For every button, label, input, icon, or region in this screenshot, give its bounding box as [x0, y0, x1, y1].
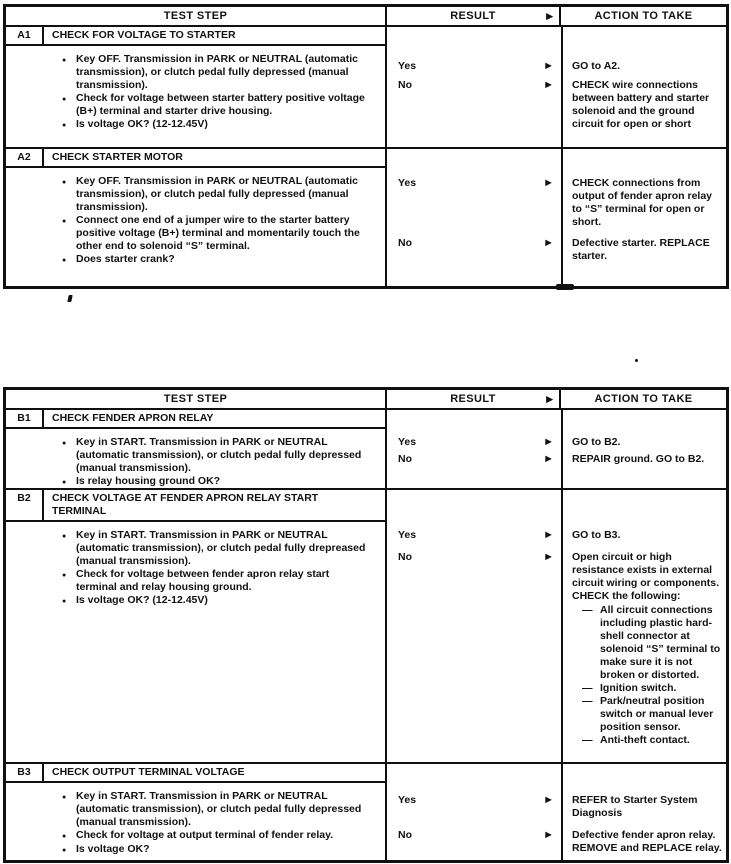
- result-action-pair: [387, 237, 726, 263]
- result-header-label: RESULT: [450, 9, 496, 22]
- bullet-icon: ●: [62, 440, 67, 447]
- result-action-pair: [387, 177, 726, 229]
- action-sub-text: Ignition switch.: [600, 682, 677, 694]
- result-cell: [387, 829, 561, 855]
- test-step-cell-a1: [6, 27, 387, 147]
- step-instructions: [6, 429, 385, 488]
- result-action-pair: [387, 436, 726, 449]
- action-sub-text: Park/neutral position switch or manual lever position sensor.: [600, 695, 714, 733]
- scan-artifact-dot: [635, 359, 638, 362]
- instruction-item: [62, 253, 371, 267]
- instruction-text: Does starter crank?: [76, 253, 175, 265]
- result-action-pair: [387, 551, 726, 747]
- result-label: No: [398, 237, 412, 249]
- test-step-cell-b2: [6, 490, 387, 762]
- step-instructions: [6, 46, 385, 132]
- test-step-cell-b1: [6, 410, 387, 488]
- action-text: Open circuit or high resistance exists in external circuit wiring or components. CHECK the following:: [572, 551, 720, 602]
- action-text: GO to B2.: [572, 436, 621, 448]
- dash-icon: —: [582, 695, 593, 707]
- table-b-header-row: [6, 390, 726, 410]
- result-arrow-icon: ►: [543, 551, 554, 563]
- step-instructions: [6, 783, 385, 857]
- bullet-icon: ●: [62, 122, 67, 129]
- action-text: GO to A2.: [572, 60, 621, 72]
- bullet-icon: ●: [62, 218, 67, 225]
- instruction-text: Check for voltage between fender apron relay start terminal and relay housing ground.: [76, 568, 330, 593]
- step-id: A2: [6, 149, 44, 166]
- result-action-cell-a2: [387, 149, 726, 286]
- bullet-icon: ●: [62, 572, 67, 579]
- bullet-icon: ●: [62, 57, 67, 64]
- step-title-bar-a1: [6, 27, 385, 46]
- action-cell: [561, 453, 726, 466]
- result-label: Yes: [398, 436, 417, 448]
- bullet-icon: ●: [62, 179, 67, 186]
- result-column-header: [387, 390, 561, 408]
- action-sub-item: [582, 682, 722, 695]
- step-id: A1: [6, 27, 44, 44]
- result-arrow-icon: ►: [543, 237, 554, 249]
- table-a-header-row: [6, 7, 726, 27]
- step-title-bar-b2: [6, 490, 385, 522]
- instruction-item: [62, 568, 371, 594]
- scan-artifact-apostrophe: [67, 295, 72, 302]
- result-column-header: [387, 7, 561, 25]
- action-text: Defective fender apron relay. REMOVE and REPLACE relay.: [572, 829, 722, 854]
- step-title-bar-a2: [6, 149, 385, 168]
- bullet-icon: ●: [62, 257, 67, 264]
- test-step-column-header: TEST STEP: [6, 7, 387, 25]
- instruction-text: Is voltage OK? (12-12.45V): [76, 118, 208, 130]
- pinpoint-test-table-b: [3, 387, 729, 863]
- step-title: CHECK FOR VOLTAGE TO STARTER: [52, 29, 236, 41]
- pinpoint-test-table-a: [3, 4, 729, 289]
- instruction-item: [62, 594, 371, 608]
- action-text: REFER to Starter System Diagnosis: [572, 794, 698, 819]
- result-label: Yes: [398, 177, 417, 189]
- result-action-pair: [387, 453, 726, 466]
- action-text: GO to B3.: [572, 529, 621, 541]
- instruction-item: [62, 436, 371, 475]
- test-step-cell-a2: [6, 149, 387, 286]
- scan-artifact-smudge: [556, 284, 574, 290]
- result-arrow-icon: ►: [543, 177, 554, 189]
- action-cell: [561, 829, 726, 855]
- result-arrow-icon: ►: [543, 529, 554, 541]
- instruction-text: Key in START. Transmission in PARK or NEUTRAL (automatic transmission), or clutch pedal fully drepreased (manual transmission).: [76, 529, 366, 567]
- result-action-pair: [387, 529, 726, 542]
- result-arrow-icon: ►: [543, 79, 554, 91]
- result-label: No: [398, 551, 412, 563]
- step-title: CHECK STARTER MOTOR: [52, 151, 183, 163]
- result-arrow-icon: ►: [543, 392, 556, 406]
- instruction-item: [62, 475, 371, 488]
- result-cell: [387, 551, 561, 747]
- instruction-item: [62, 529, 371, 568]
- result-cell: [387, 237, 561, 263]
- action-cell: [561, 529, 726, 542]
- bullet-icon: ●: [62, 96, 67, 103]
- step-title: CHECK OUTPUT TERMINAL VOLTAGE: [52, 766, 245, 778]
- result-label: No: [398, 829, 412, 841]
- action-sub-text: Anti-theft contact.: [600, 734, 690, 746]
- action-cell: [561, 551, 726, 747]
- action-sub-item: [582, 734, 722, 747]
- result-label: Yes: [398, 60, 417, 72]
- step-id: B1: [6, 410, 44, 427]
- step-title-bar-b3: [6, 764, 385, 783]
- result-action-pair: [387, 79, 726, 131]
- step-instructions: [6, 522, 385, 608]
- step-id: B2: [6, 490, 44, 520]
- step-row-b1: [6, 410, 726, 490]
- result-header-label: RESULT: [450, 392, 496, 405]
- step-instructions: [6, 168, 385, 267]
- dash-icon: —: [582, 734, 593, 746]
- bullet-icon: ●: [62, 598, 67, 605]
- result-label: Yes: [398, 529, 417, 541]
- action-sub-text: All circuit connections including plastic hard-shell connector at solenoid “S” terminal to make sure it is not broken or distorted.: [600, 604, 721, 681]
- action-sub-list: [582, 604, 722, 747]
- result-arrow-icon: ►: [543, 829, 554, 841]
- dash-icon: —: [582, 604, 593, 616]
- action-text: REPAIR ground. GO to B2.: [572, 453, 705, 465]
- instruction-item: [62, 118, 371, 132]
- action-text: CHECK connections from output of fender apron relay to “S” terminal for open or short.: [572, 177, 713, 228]
- instruction-text: Key in START. Transmission in PARK or NEUTRAL (automatic transmission), or clutch pedal fully depressed (manual transmission).: [76, 436, 362, 474]
- action-sub-item: [582, 604, 722, 682]
- instruction-item: [62, 790, 371, 829]
- instruction-text: Check for voltage at output terminal of fender relay.: [76, 829, 334, 841]
- result-action-cell-b3: [387, 764, 726, 861]
- result-arrow-icon: ►: [543, 453, 554, 465]
- action-sub-item: [582, 695, 722, 734]
- result-cell: [387, 453, 561, 466]
- bullet-icon: ●: [62, 533, 67, 540]
- result-label: No: [398, 79, 412, 91]
- result-cell: [387, 794, 561, 820]
- action-cell: [561, 794, 726, 820]
- action-cell: [561, 237, 726, 263]
- instruction-item: [62, 53, 371, 92]
- instruction-text: Is relay housing ground OK?: [76, 475, 221, 487]
- result-action-cell-b2: [387, 490, 726, 762]
- instruction-item: [62, 214, 371, 253]
- bullet-icon: ●: [62, 833, 67, 840]
- result-arrow-icon: ►: [543, 60, 554, 72]
- result-label: No: [398, 453, 412, 465]
- result-action-cell-b1: [387, 410, 726, 488]
- instruction-item: [62, 92, 371, 118]
- step-title: CHECK VOLTAGE AT FENDER APRON RELAY START TERMINAL: [52, 492, 319, 517]
- action-column-header: ACTION TO TAKE: [594, 392, 693, 405]
- instruction-text: Is voltage OK? (12-12.45V): [76, 594, 208, 606]
- action-column-header: ACTION TO TAKE: [594, 9, 693, 22]
- action-cell: [561, 79, 726, 131]
- result-cell: [387, 436, 561, 449]
- instruction-text: Is voltage OK?: [76, 843, 150, 855]
- step-title: CHECK FENDER APRON RELAY: [52, 412, 214, 424]
- result-action-pair: [387, 829, 726, 855]
- instruction-text: Check for voltage between starter battery positive voltage (B+) terminal and starter drive housing.: [76, 92, 365, 117]
- step-row-a2: [6, 149, 726, 286]
- bullet-icon: ●: [62, 794, 67, 801]
- action-cell: [561, 177, 726, 229]
- instruction-text: Connect one end of a jumper wire to the starter battery positive voltage (B+) terminal and momentarily touch the other end to solenoid “S” terminal.: [76, 214, 360, 252]
- action-text: Defective starter. REPLACE starter.: [572, 237, 710, 262]
- instruction-item: [62, 843, 371, 857]
- result-cell: [387, 529, 561, 542]
- result-arrow-icon: ►: [543, 794, 554, 806]
- bullet-icon: ●: [62, 847, 67, 854]
- result-arrow-icon: ►: [543, 9, 556, 23]
- step-title-bar-b1: [6, 410, 385, 429]
- instruction-item: [62, 829, 371, 843]
- test-step-column-header: TEST STEP: [6, 390, 387, 408]
- step-row-a1: [6, 27, 726, 149]
- instruction-text: Key OFF. Transmission in PARK or NEUTRAL (automatic transmission), or clutch pedal fully depressed (manual transmission).: [76, 175, 358, 213]
- dash-icon: —: [582, 682, 593, 694]
- step-row-b3: [6, 764, 726, 861]
- result-label: Yes: [398, 794, 417, 806]
- step-id: B3: [6, 764, 44, 781]
- step-row-b2: [6, 490, 726, 764]
- instruction-item: [62, 175, 371, 214]
- result-action-cell-a1: [387, 27, 726, 147]
- instruction-text: Key OFF. Transmission in PARK or NEUTRAL (automatic transmission), or clutch pedal fully depressed (manual transmission).: [76, 53, 358, 91]
- action-cell: [561, 60, 726, 73]
- result-cell: [387, 79, 561, 131]
- bullet-icon: ●: [62, 479, 67, 486]
- result-arrow-icon: ►: [543, 436, 554, 448]
- result-cell: [387, 177, 561, 229]
- result-action-pair: [387, 794, 726, 820]
- result-cell: [387, 60, 561, 73]
- test-step-cell-b3: [6, 764, 387, 861]
- result-action-pair: [387, 60, 726, 73]
- instruction-text: Key in START. Transmission in PARK or NEUTRAL (automatic transmission), or clutch pedal fully depressed (manual transmission).: [76, 790, 362, 828]
- action-text: CHECK wire connections between battery and starter solenoid and the ground circuit for open or short: [572, 79, 710, 130]
- action-cell: [561, 436, 726, 449]
